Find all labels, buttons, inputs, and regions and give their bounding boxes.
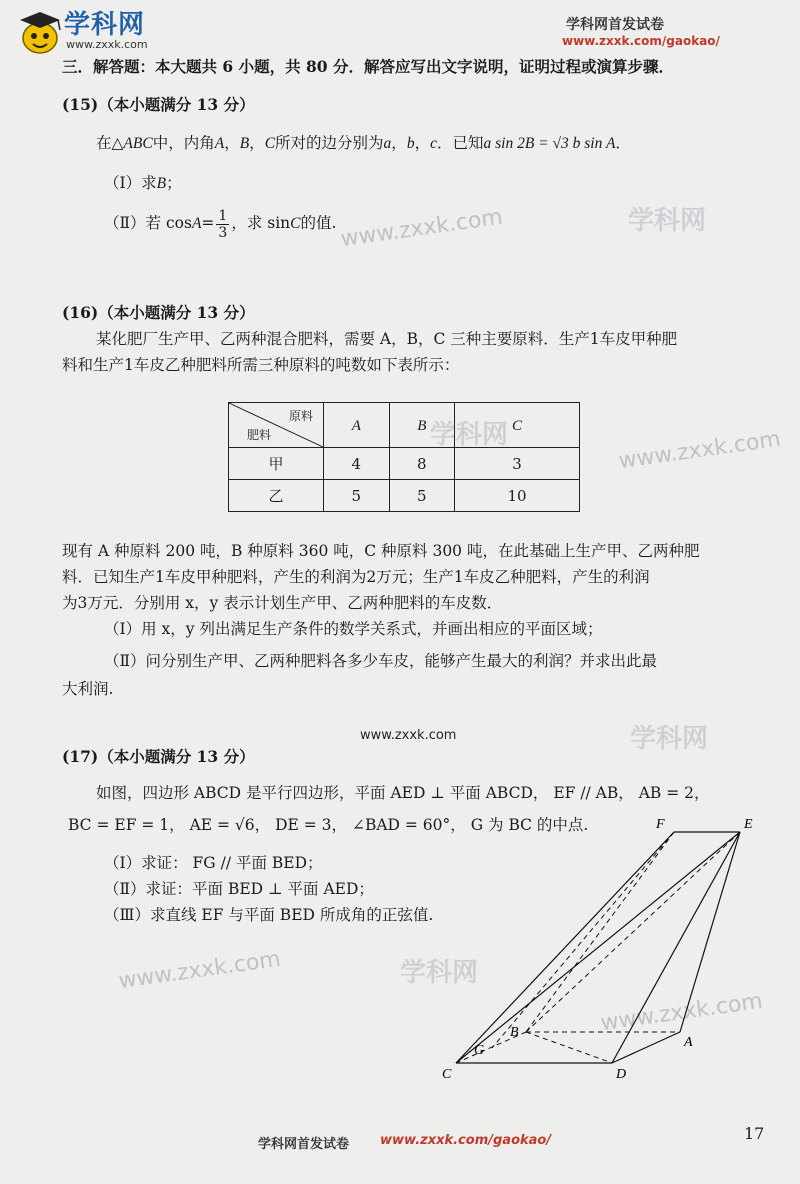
footer-text: 学科网首发试卷 xyxy=(258,1137,350,1152)
q15-part2-text: ，求 sin xyxy=(231,214,291,232)
q15-var: C xyxy=(290,215,301,232)
q15-var: C xyxy=(264,135,276,152)
label-e: E xyxy=(744,817,753,832)
footer-url: www.zxxk.com/gaokao/ xyxy=(380,1133,552,1148)
q15-part1 xyxy=(104,172,182,195)
q15-stem-text: ， xyxy=(249,134,265,152)
q16-after-line1: 现有 A 种原料 200 吨，B 种原料 360 吨，C 种原料 300 吨，在此基础上生产甲、乙两种肥 xyxy=(62,542,700,560)
watermark-brand: 学科网 xyxy=(400,958,479,988)
edge-eb xyxy=(526,832,740,1032)
q15-stem-text: ， xyxy=(224,134,240,152)
label-g: G xyxy=(474,1043,485,1058)
frac-numerator: 1 xyxy=(218,207,228,224)
table-header-top: 原料 xyxy=(288,409,313,423)
edge-ec xyxy=(456,832,740,1063)
q15-stem-text: ， xyxy=(391,134,407,152)
q15-stem-text: 在△ xyxy=(96,134,124,152)
q15-stem xyxy=(96,132,631,155)
logo-text: 学科网 xyxy=(64,10,146,40)
watermark-url: www.zxxk.com xyxy=(117,946,283,995)
table-col-header xyxy=(324,403,390,448)
q15-var: ABC xyxy=(123,135,153,152)
table-col-header xyxy=(389,403,455,448)
label-d: D xyxy=(616,1067,627,1082)
label-a: A xyxy=(684,1035,693,1050)
q15-stem-text: 中，内角 xyxy=(152,134,215,152)
q15-stem-text: 所对的边分别为 xyxy=(275,134,384,152)
table-cell: 5 xyxy=(324,480,390,512)
q15-stem-text: ．已知 xyxy=(436,134,484,152)
col-b: B xyxy=(417,417,427,434)
q15-part2-text: （Ⅱ）若 cos xyxy=(104,214,192,232)
q16-stem-line1: 某化肥厂生产甲、乙两种混合肥料，需要 A，B，C 三种主要原料．生产1车皮甲种肥 xyxy=(96,330,678,348)
q16-after-line2: 料．已知生产1车皮甲种肥料，产生的利润为2万元；生产1车皮乙种肥料，产生的利润 xyxy=(62,568,650,586)
q15-part1-text: ； xyxy=(166,174,182,192)
material-table xyxy=(228,402,580,512)
q15-formula: a sin 2B = √3 b sin A xyxy=(483,135,616,152)
edge-fg xyxy=(492,832,674,1048)
q15-part2-text: 的值. xyxy=(300,214,337,232)
row-label: 甲 xyxy=(229,448,324,480)
mascot-logo-icon xyxy=(14,6,66,56)
watermark-brand: 学科网 xyxy=(430,420,509,450)
q15-part2-text: = xyxy=(201,214,215,232)
header-url: www.zxxk.com/gaokao/ xyxy=(562,34,720,48)
q15-var: a xyxy=(383,135,392,152)
header-title: 学科网首发试卷 xyxy=(566,17,664,33)
q17-heading: (17)（本小题满分 13 分） xyxy=(62,747,255,766)
q17-part2: （Ⅱ）求证：平面 BED ⊥ 平面 AED； xyxy=(104,880,374,898)
q15-stem-text: ． xyxy=(615,134,631,152)
watermark-url: www.zxxk.com xyxy=(599,988,765,1037)
q15-var: c xyxy=(430,135,437,152)
label-c: C xyxy=(442,1067,452,1082)
q15-var: B xyxy=(239,135,250,152)
frac-denominator: 3 xyxy=(218,224,228,241)
table-header-bottom: 肥料 xyxy=(247,428,272,442)
q15-var: B xyxy=(156,175,167,192)
q16-after-line3: 为3万元．分别用 x，y 表示计划生产甲、乙两种肥料的车皮数． xyxy=(62,594,503,612)
q15-var: A xyxy=(191,215,202,232)
table-cell: 8 xyxy=(389,448,455,480)
table-diagonal-header xyxy=(229,403,324,448)
watermark-brand: 学科网 xyxy=(628,206,707,236)
table-cell: 3 xyxy=(455,448,580,480)
q15-part2 xyxy=(104,204,336,243)
q15-heading: (15)（本小题满分 13 分） xyxy=(62,95,255,114)
table-cell: 5 xyxy=(389,480,455,512)
q16-part2-line2: 大利润. xyxy=(62,680,114,698)
q16-part1: （Ⅰ）用 x，y 列出满足生产条件的数学关系式，并画出相应的平面区域； xyxy=(104,620,603,638)
row-label: 乙 xyxy=(229,480,324,512)
edge-da xyxy=(612,1032,680,1063)
watermark-url: www.zxxk.com xyxy=(617,426,783,475)
edge-ea xyxy=(680,832,740,1032)
label-b: B xyxy=(510,1025,519,1040)
q17-part3: （Ⅲ）求直线 EF 与平面 BED 所成角的正弦值. xyxy=(104,906,434,924)
edge-ed xyxy=(612,832,740,1063)
watermark-url: www.zxxk.com xyxy=(339,204,505,253)
q17-stem-line1: 如图，四边形 ABCD 是平行四边形，平面 AED ⊥ 平面 ABCD， EF // AB， AB = 2， xyxy=(96,784,710,802)
table-cell: 10 xyxy=(455,480,580,512)
label-f: F xyxy=(656,817,665,832)
watermark-url-center: www.zxxk.com xyxy=(360,728,457,743)
col-a: A xyxy=(351,417,361,434)
page-number: 17 xyxy=(744,1124,765,1143)
table-header-row xyxy=(229,403,580,448)
q15-fraction xyxy=(216,208,229,241)
q16-heading: (16)（本小题满分 13 分） xyxy=(62,303,255,322)
q17-geometry-figure xyxy=(430,810,770,1090)
watermark-brand: 学科网 xyxy=(630,724,709,754)
edge-fb xyxy=(526,832,674,1032)
table-col-header xyxy=(455,403,580,448)
table-cell: 4 xyxy=(324,448,390,480)
q17-part1: （Ⅰ）求证： FG // 平面 BED； xyxy=(104,854,323,872)
q15-part1-text: （Ⅰ）求 xyxy=(104,174,157,192)
q16-part2-line1: （Ⅱ）问分别生产甲、乙两种肥料各多少车皮，能够产生最大的利润？并求出此最 xyxy=(104,652,658,670)
col-c: C xyxy=(512,417,523,434)
q15-var: A xyxy=(214,135,225,152)
logo-url: www.zxxk.com xyxy=(66,38,148,51)
edge-fc xyxy=(456,832,674,1063)
edge-bd xyxy=(526,1032,612,1063)
q15-stem-text: ， xyxy=(414,134,431,152)
q16-stem-line2: 料和生产1车皮乙种肥料所需三种原料的吨数如下表所示： xyxy=(62,356,460,374)
q17-stem-line2: BC = EF = 1， AE = √6， DE = 3， ∠BAD = 60°， G 为 BC 的中点. xyxy=(68,816,589,834)
table-row xyxy=(229,448,580,480)
table-row xyxy=(229,480,580,512)
section-title: 三．解答题：本大题共 6 小题，共 80 分．解答应写出文字说明，证明过程或演算步骤． xyxy=(62,57,674,76)
q15-var: b xyxy=(406,135,415,152)
